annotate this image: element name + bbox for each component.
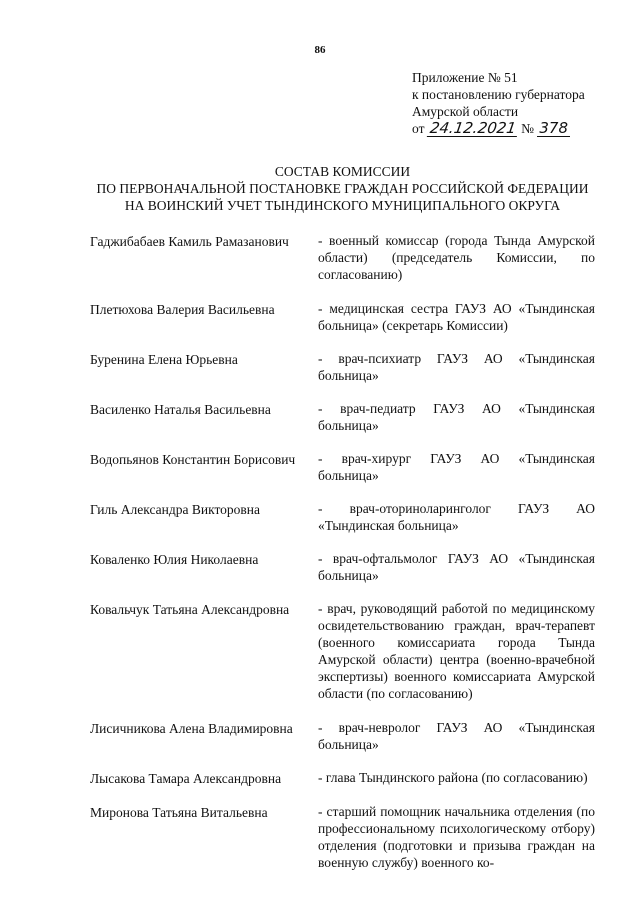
heading-line-2: ПО ПЕРВОНАЧАЛЬНОЙ ПОСТАНОВКЕ ГРАЖДАН РОССИЙСКОЙ ФЕДЕРАЦИИ [96, 181, 589, 196]
member-role: - врач-офтальмолог ГАУЗ АО «Тындинская больница» [318, 551, 595, 583]
member-list [90, 232, 595, 871]
member-role: - военный комиссар (города Тында Амурской области) (председатель Комиссии, по согласованию) [318, 233, 595, 282]
member-name: Ковальчук Татьяна Александровна [90, 602, 290, 617]
member-name: Миронова Татьяна Витальевна [90, 805, 268, 820]
member-name: Плетюхова Валерия Васильевна [90, 302, 275, 317]
member-row [90, 450, 595, 484]
member-name: Василенко Наталья Васильевна [90, 402, 271, 417]
member-role: - врач-оториноларинголог ГАУЗ АО «Тындинская больница» [318, 501, 595, 533]
page-number: 86 [314, 44, 326, 56]
member-row [90, 300, 595, 334]
member-row [90, 400, 595, 434]
member-row [90, 550, 595, 584]
heading-line-1: СОСТАВ КОМИССИИ [274, 164, 411, 179]
member-role: - врач-педиатр ГАУЗ АО «Тындинская больница» [318, 401, 595, 433]
member-role: - врач-невролог ГАУЗ АО «Тындинская больница» [318, 720, 595, 752]
member-name: Коваленко Юлия Николаевна [90, 552, 259, 567]
annex-block [412, 69, 627, 137]
member-role: - врач, руководящий работой по медицинскому освидетельствованию граждан, врач-терапевт (военного комиссариата города Тында Амурской области) центра (военно-врачебной экспертизы) военного комиссариата Амурской области (по согласованию) [318, 601, 595, 701]
member-role: - старший помощник начальника отделения (по профессиональному психологическому отбору) отделения (подготовки и призыва граждан на военную службу) военного ко- [318, 804, 595, 870]
member-row [90, 803, 595, 871]
member-name: Гаджибабаев Камиль Рамазанович [90, 234, 289, 249]
member-row [90, 500, 595, 534]
annex-title: Приложение № 51 [412, 70, 518, 85]
member-name: Лисичникова Алена Владимировна [90, 721, 293, 736]
member-name: Водопьянов Константин Борисович [90, 452, 296, 467]
member-row [90, 350, 595, 384]
member-role: - глава Тындинского района (по согласованию) [318, 770, 588, 785]
member-row [90, 719, 595, 753]
member-role: - медицинская сестра ГАУЗ АО «Тындинская больница» (секретарь Комиссии) [318, 301, 595, 333]
handwritten-number: 378 [539, 119, 569, 137]
annex-region: Амурской области [412, 104, 519, 119]
member-role: - врач-психиатр ГАУЗ АО «Тындинская больница» [318, 351, 595, 383]
member-name: Гиль Александра Викторовна [90, 502, 261, 517]
handwritten-date: 24.12.2021 [428, 119, 518, 137]
member-name: Лысакова Тамара Александровна [90, 771, 282, 786]
annex-decree: к постановлению губернатора [412, 87, 585, 102]
date-prefix: от [412, 121, 425, 136]
member-row [90, 232, 595, 283]
member-row [90, 600, 595, 702]
member-row [90, 769, 595, 787]
member-role: - врач-хирург ГАУЗ АО «Тындинская больница» [318, 451, 595, 483]
annex-reference [412, 120, 627, 137]
heading-line-3: НА ВОИНСКИЙ УЧЕТ ТЫНДИНСКОГО МУНИЦИПАЛЬНОГО ОКРУГА [124, 198, 561, 213]
member-name: Буренина Елена Юрьевна [90, 352, 238, 367]
document-heading [75, 163, 610, 214]
number-prefix: № [521, 121, 535, 136]
